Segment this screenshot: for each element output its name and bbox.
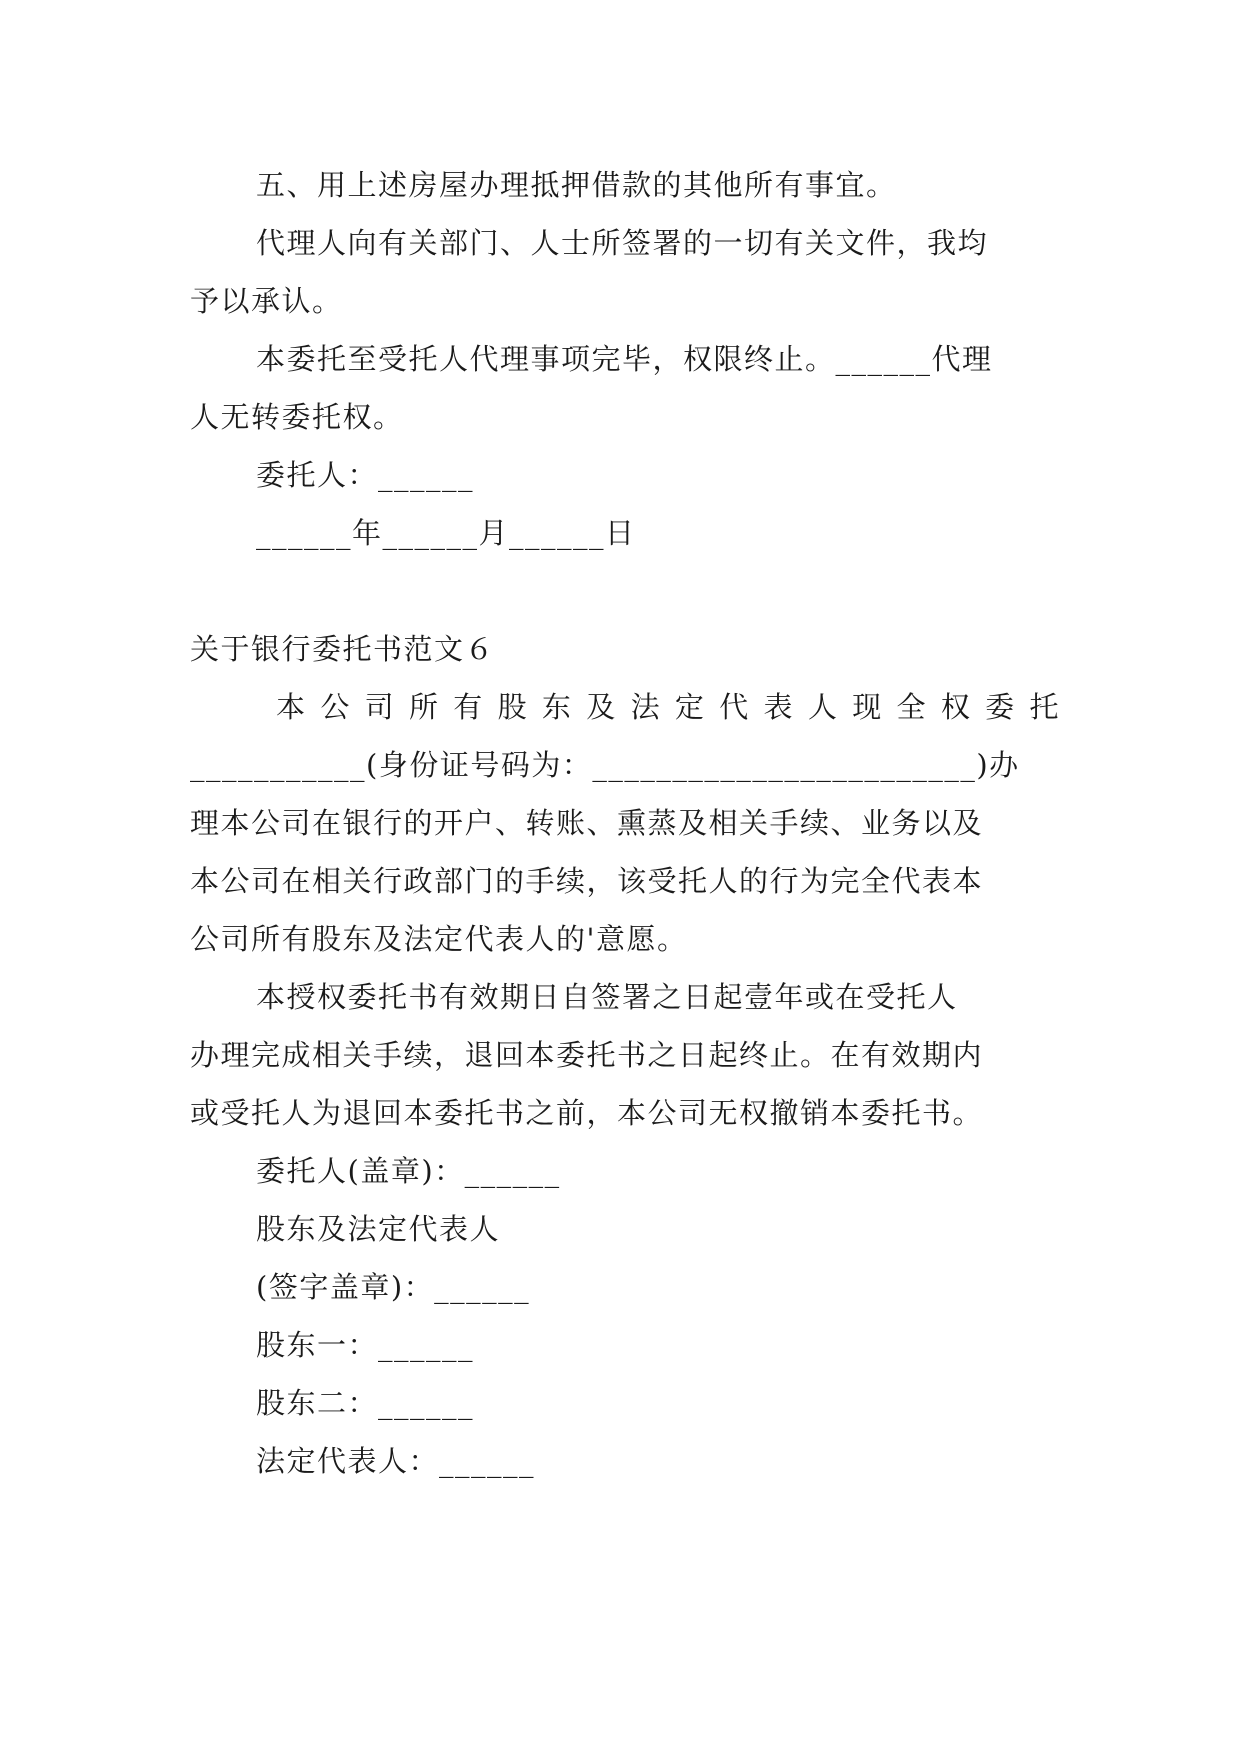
paragraph-authorization-line1: 本公司所有股东及法定代表人现全权委托: [276, 690, 1060, 724]
shareholder-one-line: 股东一：______: [256, 1328, 475, 1362]
paragraph-authorization-line5: 公司所有股东及法定代表人的'意愿。: [190, 922, 688, 956]
sign-seal-line: (签字盖章)：______: [256, 1270, 531, 1304]
paragraph-term-line2: 人无转委托权。: [190, 400, 404, 434]
principal-seal-line: 委托人(盖章)：______: [256, 1154, 561, 1188]
paragraph-validity-line2: 办理完成相关手续，退回本委托书之日起终止。在有效期内: [190, 1038, 984, 1072]
paragraph-item-five: 五、用上述房屋办理抵押借款的其他所有事宜。: [256, 168, 897, 202]
legal-representative-line: 法定代表人：______: [256, 1444, 536, 1478]
paragraph-acknowledge-line1: 代理人向有关部门、人士所签署的一切有关文件，我均: [256, 226, 989, 260]
principal-signature-line: 委托人：______: [256, 458, 475, 492]
paragraph-authorization-line3: 理本公司在银行的开户、转账、熏蒸及相关手续、业务以及: [190, 806, 984, 840]
paragraph-authorization-line4: 本公司在相关行政部门的手续，该受托人的行为完全代表本: [190, 864, 984, 898]
paragraph-acknowledge-line2: 予以承认。: [190, 284, 343, 318]
section-title: 关于银行委托书范文６: [190, 632, 496, 666]
shareholders-label: 股东及法定代表人: [256, 1212, 501, 1246]
paragraph-validity-line1: 本授权委托书有效期日自签署之日起壹年或在受托人: [256, 980, 958, 1014]
date-line: ______年______月______日: [256, 516, 636, 550]
paragraph-validity-line3: 或受托人为退回本委托书之前，本公司无权撤销本委托书。: [190, 1096, 984, 1130]
shareholder-two-line: 股东二：______: [256, 1386, 475, 1420]
paragraph-term-line1: 本委托至受托人代理事项完毕，权限终止。______代理: [256, 342, 993, 376]
paragraph-authorization-line2: ___________(身份证号码为：________________________)办: [190, 748, 1020, 782]
